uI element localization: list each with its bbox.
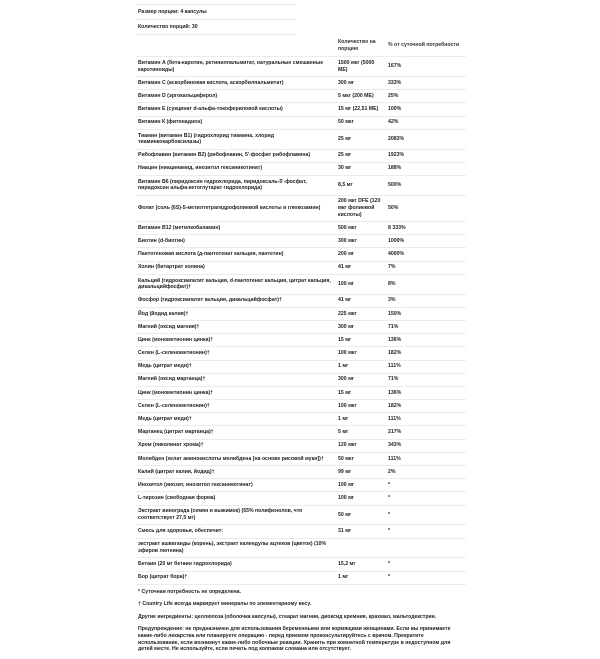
nutrient-name: Бетаин (20 мг бетаин гидрохлорида) (136, 558, 336, 571)
table-row (136, 248, 466, 261)
nutrient-amount: 99 мг (336, 466, 386, 479)
nutrient-daily-value: * (386, 479, 466, 492)
nutrient-daily-value: * (386, 525, 466, 538)
nutrient-name: Магний (оксид марганца)† (136, 373, 336, 386)
nutrient-amount: 100 мг (336, 492, 386, 505)
nutrient-name: Магний (оксид магния)† (136, 320, 336, 333)
nutrient-amount: 30 мг (336, 162, 386, 175)
nutrient-name: Смесь для здоровья, обеспечит: (136, 525, 336, 538)
table-row (136, 274, 466, 294)
nutrient-name: экстракт ашваганды (корень), экстракт календулы ацтеков (цветок) (10% эфиров лютеина) (136, 538, 336, 558)
nutrient-name: Экстракт винограда (семян и выжимок) (55% полифенолов, что соответствует 27,5 мг) (136, 505, 336, 525)
nutrient-daily-value: 182% (386, 400, 466, 413)
table-row (136, 492, 466, 505)
nutrient-amount: 100 мкг (336, 400, 386, 413)
nutrient-amount: 31 мг (336, 525, 386, 538)
servings-count-label: Количество порций: (138, 23, 191, 30)
table-row (136, 57, 466, 77)
nutrient-name: Молибден (хелат аминокислоты молибдена [на основе рисовой муки])† (136, 452, 336, 465)
nutrient-amount (336, 538, 386, 558)
nutrient-name: Рибофлавин (витамин B2) (рибофлавин, 5'-фосфат рибофлавина) (136, 149, 336, 162)
table-row (136, 439, 466, 452)
table-row (136, 162, 466, 175)
nutrient-amount: 100 мг (336, 274, 386, 294)
nutrient-daily-value: 1923% (386, 149, 466, 162)
nutrient-daily-value: * (386, 571, 466, 584)
nutrient-name: Витамин B6 (пиридоксин гидрохлорида, пиридоксаль-5'-фосфат, пиридоксин альфа-кетоглутарат гидрохлорида) (136, 175, 336, 195)
supplement-facts (136, 4, 466, 659)
nutrient-name: Витамин D (эргокальциферол) (136, 90, 336, 103)
table-row (136, 452, 466, 465)
table-row (136, 525, 466, 538)
table-row (136, 149, 466, 162)
table-row (136, 479, 466, 492)
nutrient-daily-value: 136% (386, 334, 466, 347)
nutrient-name: Витамин С (аскорбиновая кислота, аскорбилпальмитат) (136, 76, 336, 89)
nutrient-table (136, 35, 466, 585)
nutrient-daily-value: 25% (386, 90, 466, 103)
nutrient-amount: 50 мкг (336, 116, 386, 129)
nutrient-amount: 300 мкг (336, 235, 386, 248)
table-row (136, 347, 466, 360)
nutrient-name: Цинк (монометионин цинка)† (136, 386, 336, 399)
nutrient-daily-value: 71% (386, 373, 466, 386)
nutrient-daily-value: 111% (386, 360, 466, 373)
nutrient-amount: 225 мкг (336, 307, 386, 320)
nutrient-amount: 50 мг (336, 505, 386, 525)
table-row (136, 373, 466, 386)
nutrient-daily-value: * (386, 505, 466, 525)
nutrient-name: Медь (цитрат меди)† (136, 413, 336, 426)
nutrient-name: Бор (цитрат бора)† (136, 571, 336, 584)
nutrient-amount: 100 мкг (336, 347, 386, 360)
nutrient-daily-value: 100% (386, 103, 466, 116)
nutrient-amount: 300 мг (336, 373, 386, 386)
nutrient-amount: 25 мг (336, 129, 386, 149)
serving-size: Размер порции: 4 капсулы (136, 5, 296, 20)
nutrient-name: Пантотеновая кислота (д-пантотенат кальция, пантетин) (136, 248, 336, 261)
nutrient-daily-value: 136% (386, 386, 466, 399)
table-row (136, 386, 466, 399)
nutrient-name: Холин (битартрат холина) (136, 261, 336, 274)
table-row (136, 307, 466, 320)
nutrient-daily-value: 7% (386, 261, 466, 274)
nutrient-amount: 8,5 мг (336, 175, 386, 195)
nutrient-daily-value: 1000% (386, 235, 466, 248)
nutrient-amount: 120 мкг (336, 439, 386, 452)
header-amount: Количество на порцию (336, 35, 386, 57)
nutrient-daily-value: 2% (386, 466, 466, 479)
table-row (136, 129, 466, 149)
nutrient-amount: 5 мг (336, 426, 386, 439)
nutrient-daily-value (386, 538, 466, 558)
nutrient-name: Марганец (цитрат марганца)† (136, 426, 336, 439)
nutrient-amount: 5 мкг (200 МЕ) (336, 90, 386, 103)
other-ingredients: Другие ингредиенты: целлюлоза (оболочка капсулы), стеарат магния, диоксид кремния, крахмал, мальтодекстрин. (138, 613, 437, 620)
table-row (136, 116, 466, 129)
nutrient-name: Витамин B12 (метилкобаламин) (136, 222, 336, 235)
note-elemental-weight: † Country Life всегда маркирует минералы по элементарному весу. (138, 601, 312, 608)
nutrient-amount: 41 мг (336, 294, 386, 307)
nutrient-daily-value: 333% (386, 76, 466, 89)
table-row (136, 426, 466, 439)
nutrient-amount: 15 мг (336, 386, 386, 399)
nutrient-amount: 50 мкг (336, 452, 386, 465)
nutrient-daily-value: 3% (386, 294, 466, 307)
nutrient-name: Йод (йодид калия)† (136, 307, 336, 320)
table-row (136, 558, 466, 571)
nutrient-daily-value: 500% (386, 175, 466, 195)
nutrient-amount: 1500 мкг (5000 МЕ) (336, 57, 386, 77)
table-row (136, 400, 466, 413)
nutrient-amount: 300 мг (336, 76, 386, 89)
nutrient-daily-value: 150% (386, 307, 466, 320)
nutrient-name: Инозитол (инозит, инозитол гексаникотинат) (136, 479, 336, 492)
table-row (136, 538, 466, 558)
nutrient-name: Цинк (монометионин цинка)† (136, 334, 336, 347)
nutrient-amount: 300 мг (336, 320, 386, 333)
table-row (136, 466, 466, 479)
nutrient-daily-value: 71% (386, 320, 466, 333)
header-nutrient (136, 35, 336, 57)
nutrient-daily-value: 217% (386, 426, 466, 439)
table-row (136, 320, 466, 333)
footnotes (136, 589, 466, 653)
nutrient-name: Хром (пиколинат хрома)† (136, 439, 336, 452)
nutrient-amount: 1 мг (336, 571, 386, 584)
nutrient-name: Медь (цитрат меди)† (136, 360, 336, 373)
table-header-row (136, 35, 466, 57)
table-row (136, 175, 466, 195)
table-row (136, 571, 466, 584)
nutrient-name: Биотин (d-биотин) (136, 235, 336, 248)
nutrient-daily-value: 2083% (386, 129, 466, 149)
nutrient-amount: 1 мг (336, 360, 386, 373)
header-daily-value: % от суточной потребности (386, 35, 466, 57)
table-row (136, 222, 466, 235)
nutrient-daily-value: 167% (386, 57, 466, 77)
nutrient-amount: 41 мг (336, 261, 386, 274)
nutrient-name: Ниацин (ниацинамид, инозитол гексаникотинат) (136, 162, 336, 175)
nutrient-name: Тиамин (витамин B1) (гидрохлорид тиамина, хлорид тиаминкокарбоксилазы) (136, 129, 336, 149)
table-row (136, 76, 466, 89)
table-row (136, 505, 466, 525)
nutrient-name: Кальций (гидроксиапатит кальция, d-пантотенат кальция, цитрат кальция, дикальцийфосфат)† (136, 274, 336, 294)
nutrient-daily-value: 111% (386, 413, 466, 426)
nutrient-daily-value: 4000% (386, 248, 466, 261)
table-row (136, 261, 466, 274)
table-row (136, 360, 466, 373)
nutrient-daily-value: 343% (386, 439, 466, 452)
nutrient-amount: 25 мг (336, 149, 386, 162)
table-row (136, 413, 466, 426)
nutrient-amount: 200 мг (336, 248, 386, 261)
nutrient-amount: 15 мг (22,51 МЕ) (336, 103, 386, 116)
table-row (136, 195, 466, 221)
nutrient-daily-value: * (386, 558, 466, 571)
nutrient-daily-value: 111% (386, 452, 466, 465)
servings-count-value: 30 (191, 23, 198, 30)
nutrient-daily-value: 188% (386, 162, 466, 175)
nutrient-amount: 500 мкг (336, 222, 386, 235)
nutrient-amount: 15 мг (336, 334, 386, 347)
serving-info (136, 4, 296, 35)
table-row (136, 103, 466, 116)
nutrient-daily-value: 8 333% (386, 222, 466, 235)
nutrient-amount: 200 мкг DFE (120 мкг фолиевой кислоты) (336, 195, 386, 221)
nutrient-amount: 100 мг (336, 479, 386, 492)
nutrient-name: Фосфор (гидроксиапатит кальция, дикальцийфосфат)† (136, 294, 336, 307)
nutrient-daily-value: 42% (386, 116, 466, 129)
table-row (136, 235, 466, 248)
nutrient-daily-value: * (386, 492, 466, 505)
nutrient-amount: 15,2 мг (336, 558, 386, 571)
nutrient-name: Селен (L-селенометионин)† (136, 347, 336, 360)
nutrient-amount: 1 мг (336, 413, 386, 426)
nutrient-daily-value: 182% (386, 347, 466, 360)
warning-text: Предупреждение: не предназначен для использования беременными или кормящими женщинами. Если вы принимаете какие-либо лекарства или планируете операцию - перед приемом проконсультируйтесь с врачом. Прекратите использование, если возникнут какие-либо побочные реакции. Хранить при комнатной температуре в недоступном для детей месте. Не используйте, если печать под колпаком сломана или отсутствует. (138, 626, 451, 653)
nutrient-name: L-тирозин (свободная форма) (136, 492, 336, 505)
nutrient-name: Калий (цитрат калия, йодид)† (136, 466, 336, 479)
nutrient-name: Витамин E (сукцинат d-альфа-токофериловой кислоты) (136, 103, 336, 116)
nutrient-name: Витамин А (бета-каротин, ретинилпальмитат, натуральные смешанные каротиноиды) (136, 57, 336, 77)
nutrient-name: Фолат (соль (6S)-5-метилтетрагидрофолиевой кислоты и глюкозамин) (136, 195, 336, 221)
nutrient-rows (136, 57, 466, 585)
table-row (136, 334, 466, 347)
nutrient-daily-value: 8% (386, 274, 466, 294)
table-row (136, 294, 466, 307)
nutrient-name: Селен (L-селенометионин)† (136, 400, 336, 413)
nutrient-daily-value: 50% (386, 195, 466, 221)
servings-per-container (136, 20, 296, 35)
note-daily-not-established: * Суточная потребность не определена. (138, 588, 241, 595)
nutrient-name: Витамин К (фитонадион) (136, 116, 336, 129)
table-row (136, 90, 466, 103)
